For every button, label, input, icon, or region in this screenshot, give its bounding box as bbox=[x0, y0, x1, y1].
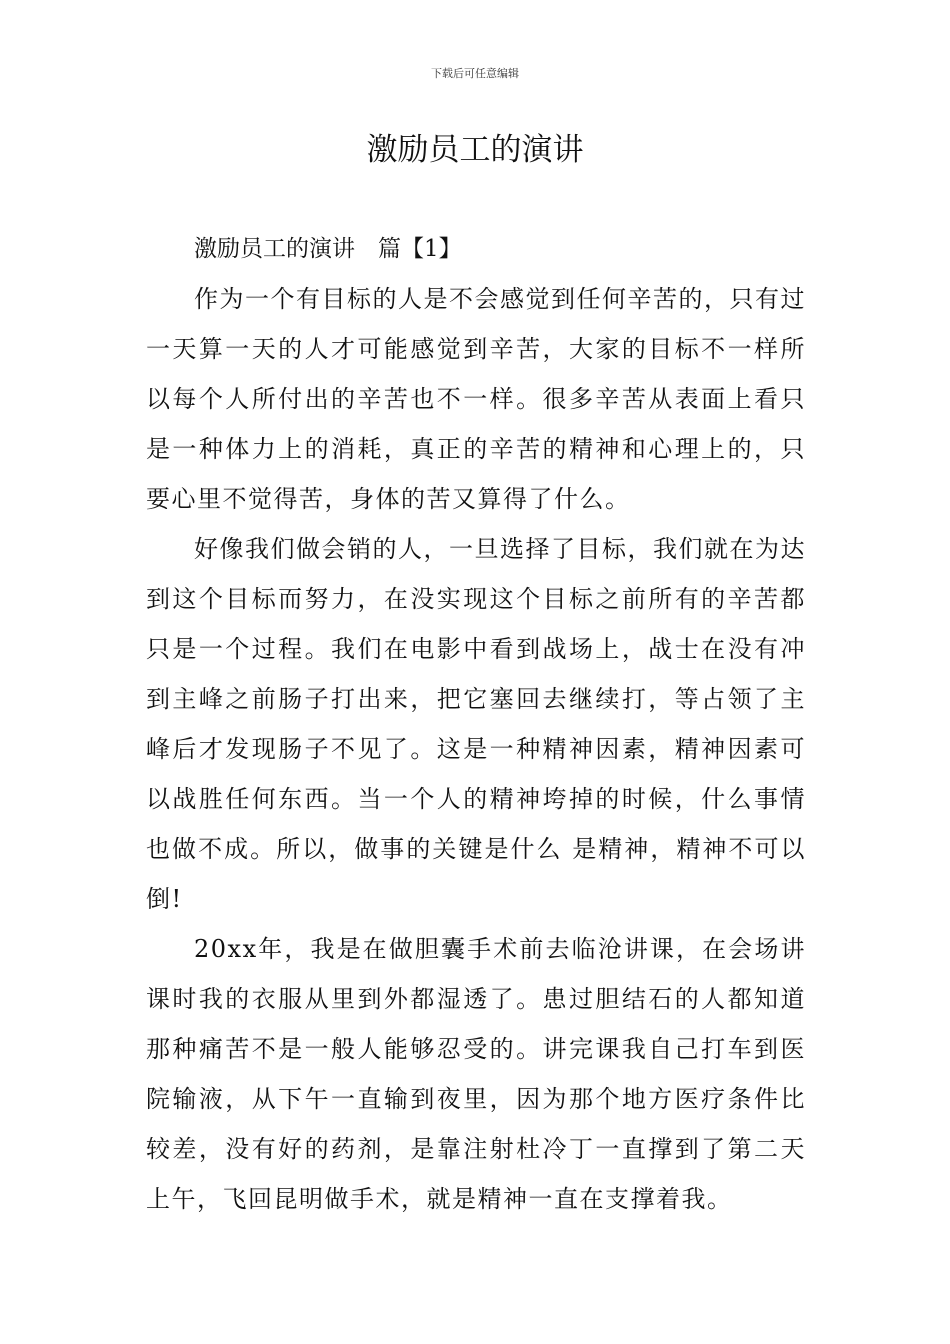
document-body bbox=[146, 224, 806, 1224]
section-label: 激励员工的演讲 篇【1】 bbox=[194, 236, 462, 262]
paragraph-1: 作为一个有目标的人是不会感觉到任何辛苦的，只有过一天算一天的人才可能感觉到辛苦，大家的目标不一样所以每个人所付出的辛苦也不一样。很多辛苦从表面上看只是一种体力上的消耗，真正的辛苦的精神和心理上的，只要心里不觉得苦，身体的苦又算得了什么。 bbox=[146, 285, 806, 513]
header-note: 下载后可任意编辑 bbox=[431, 67, 519, 80]
paragraph-2: 好像我们做会销的人，一旦选择了目标，我们就在为达到这个目标而努力，在没实现这个目标之前所有的辛苦都只是一个过程。我们在电影中看到战场上，战士在没有冲到主峰之前肠子打出来，把它塞回去继续打，等占领了主峰后才发现肠子不见了。这是一种精神因素，精神因素可以战胜任何东西。当一个人的精神垮掉的时候，什么事情也做不成。所以，做事的关键是什么 是精神，精神不可以倒! bbox=[146, 535, 806, 913]
paragraph-3: 20xx年，我是在做胆囊手术前去临沧讲课，在会场讲课时我的衣服从里到外都湿透了。患过胆结石的人都知道那种痛苦不是一般人能够忍受的。讲完课我自己打车到医院输液，从下午一直输到夜里，因为那个地方医疗条件比较差，没有好的药剂，是靠注射杜冷丁一直撑到了第二天上午，飞回昆明做手术，就是精神一直在支撑着我。 bbox=[146, 935, 806, 1213]
page-title: 激励员工的演讲 bbox=[366, 132, 584, 168]
